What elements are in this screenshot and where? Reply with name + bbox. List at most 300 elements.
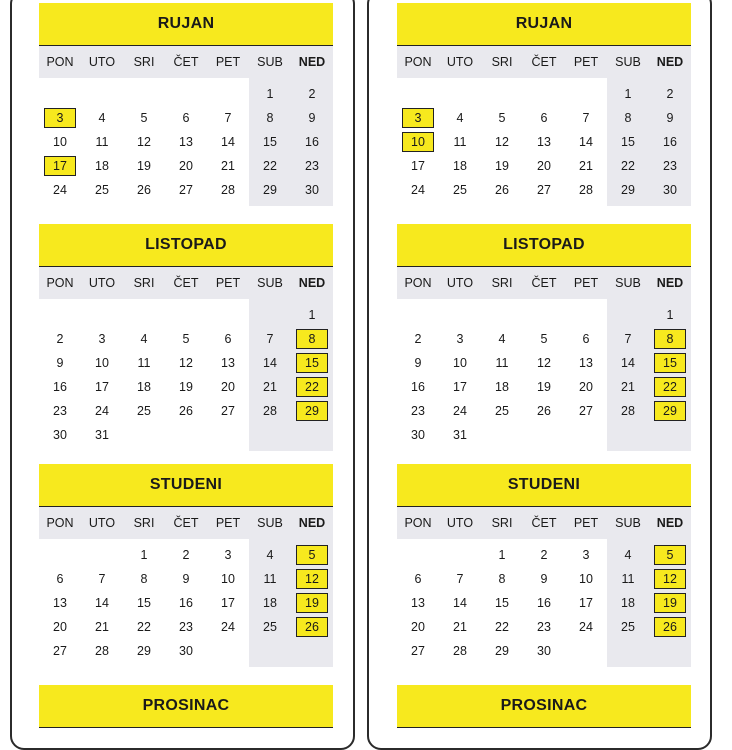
- day-cell[interactable]: [123, 375, 165, 399]
- day-cell[interactable]: [481, 567, 523, 591]
- day-cell[interactable]: [607, 106, 649, 130]
- day-number: 10: [53, 135, 67, 149]
- day-number: 4: [624, 548, 632, 562]
- day-cell[interactable]: [291, 615, 333, 639]
- day-cell[interactable]: [439, 106, 481, 130]
- day-cell[interactable]: [397, 327, 439, 351]
- day-cell[interactable]: [523, 375, 565, 399]
- day-cell[interactable]: [565, 327, 607, 351]
- day-cell[interactable]: [291, 375, 333, 399]
- day-cell[interactable]: [249, 567, 291, 591]
- day-cell[interactable]: [607, 82, 649, 106]
- day-number: 28: [621, 404, 635, 418]
- day-cell[interactable]: [481, 375, 523, 399]
- day-number: 26: [305, 620, 319, 634]
- weekday-label: ČET: [173, 276, 199, 290]
- day-number: 3: [56, 111, 64, 125]
- day-cell[interactable]: [207, 615, 249, 639]
- day-number: 4: [498, 332, 506, 346]
- day-cell[interactable]: [123, 615, 165, 639]
- day-number: 23: [663, 159, 677, 173]
- day-cell[interactable]: [291, 543, 333, 567]
- day-cell[interactable]: [523, 639, 565, 663]
- day-number: 25: [453, 183, 467, 197]
- day-cell[interactable]: [481, 130, 523, 154]
- day-cell[interactable]: [81, 106, 123, 130]
- day-cell[interactable]: [481, 615, 523, 639]
- day-number: 24: [453, 404, 467, 418]
- day-cell[interactable]: [123, 639, 165, 663]
- day-cell[interactable]: [39, 423, 81, 447]
- day-number: 1: [498, 548, 506, 562]
- day-number: 17: [411, 159, 425, 173]
- day-cell[interactable]: [523, 327, 565, 351]
- day-cell[interactable]: [397, 130, 439, 154]
- day-cell[interactable]: [397, 351, 439, 375]
- day-cell[interactable]: [249, 130, 291, 154]
- month-block: [397, 3, 691, 206]
- day-cell[interactable]: [249, 178, 291, 202]
- day-cell[interactable]: [565, 375, 607, 399]
- day-number: 7: [266, 332, 274, 346]
- day-number: 23: [53, 404, 67, 418]
- day-cell[interactable]: [607, 375, 649, 399]
- day-number: 29: [621, 183, 635, 197]
- day-number: 30: [53, 428, 67, 442]
- day-cell[interactable]: [165, 130, 207, 154]
- day-cell[interactable]: [207, 327, 249, 351]
- day-number: 26: [179, 404, 193, 418]
- day-number: 25: [137, 404, 151, 418]
- weekday-label: NED: [656, 55, 684, 69]
- weekday-label: PON: [46, 55, 74, 69]
- weekday-label: NED: [298, 276, 326, 290]
- day-cell[interactable]: [165, 154, 207, 178]
- day-cell[interactable]: [439, 375, 481, 399]
- day-cell[interactable]: [481, 639, 523, 663]
- day-cell[interactable]: [397, 615, 439, 639]
- day-cell[interactable]: [649, 130, 691, 154]
- day-cell[interactable]: [249, 591, 291, 615]
- weekday-label: PON: [46, 276, 74, 290]
- day-cell[interactable]: [439, 351, 481, 375]
- day-cell[interactable]: [165, 543, 207, 567]
- day-cell[interactable]: [481, 399, 523, 423]
- day-cell[interactable]: [397, 154, 439, 178]
- day-number: 6: [224, 332, 232, 346]
- day-number: 22: [305, 380, 319, 394]
- day-number: 14: [221, 135, 235, 149]
- day-cell[interactable]: [649, 399, 691, 423]
- month-title: PROSINAC: [39, 685, 333, 728]
- day-number: 28: [263, 404, 277, 418]
- day-cell[interactable]: [81, 178, 123, 202]
- day-cell[interactable]: [165, 106, 207, 130]
- day-number: 9: [540, 572, 548, 586]
- day-number: 11: [263, 572, 277, 586]
- day-cell[interactable]: [123, 130, 165, 154]
- day-number: 13: [411, 596, 425, 610]
- day-number: 12: [179, 356, 193, 370]
- day-cell[interactable]: [39, 351, 81, 375]
- weekday-label: ČET: [173, 516, 199, 530]
- day-number: 2: [308, 87, 316, 101]
- day-cell[interactable]: [39, 130, 81, 154]
- day-cell[interactable]: [81, 130, 123, 154]
- day-cell[interactable]: [123, 591, 165, 615]
- day-cell[interactable]: [439, 567, 481, 591]
- day-cell[interactable]: [123, 351, 165, 375]
- day-cell[interactable]: [607, 567, 649, 591]
- day-cell[interactable]: [291, 327, 333, 351]
- day-number: 12: [663, 572, 677, 586]
- day-cell[interactable]: [291, 351, 333, 375]
- day-number: 15: [663, 356, 677, 370]
- day-cell[interactable]: [165, 639, 207, 663]
- day-cell[interactable]: [649, 543, 691, 567]
- day-cell[interactable]: [649, 106, 691, 130]
- day-cell[interactable]: [291, 303, 333, 327]
- day-cell[interactable]: [439, 591, 481, 615]
- day-number: 6: [414, 572, 422, 586]
- day-cell[interactable]: [439, 130, 481, 154]
- day-cell[interactable]: [523, 106, 565, 130]
- day-number: 6: [582, 332, 590, 346]
- day-number: 16: [663, 135, 677, 149]
- weekday-label: SUB: [257, 276, 283, 290]
- day-cell[interactable]: [397, 591, 439, 615]
- day-cell[interactable]: [165, 615, 207, 639]
- day-cell[interactable]: [39, 639, 81, 663]
- day-cell[interactable]: [207, 130, 249, 154]
- day-cell[interactable]: [81, 154, 123, 178]
- day-cell[interactable]: [481, 351, 523, 375]
- day-cell[interactable]: [123, 154, 165, 178]
- day-cell[interactable]: [649, 154, 691, 178]
- month-block: [39, 685, 333, 728]
- day-cell[interactable]: [481, 591, 523, 615]
- day-number: 3: [582, 548, 590, 562]
- day-cell[interactable]: [123, 543, 165, 567]
- day-cell[interactable]: [649, 327, 691, 351]
- day-cell[interactable]: [649, 303, 691, 327]
- day-cell[interactable]: [481, 178, 523, 202]
- day-cell[interactable]: [565, 178, 607, 202]
- weekday-label: ČET: [531, 516, 557, 530]
- day-cell[interactable]: [397, 399, 439, 423]
- day-cell[interactable]: [607, 178, 649, 202]
- day-number: 14: [621, 356, 635, 370]
- day-cell[interactable]: [397, 106, 439, 130]
- day-number: 21: [621, 380, 635, 394]
- day-number: 10: [411, 135, 425, 149]
- day-cell[interactable]: [249, 399, 291, 423]
- day-cell[interactable]: [123, 106, 165, 130]
- weekday-label: SRI: [491, 55, 513, 69]
- day-cell[interactable]: [291, 567, 333, 591]
- day-cell[interactable]: [291, 82, 333, 106]
- day-number: 16: [411, 380, 425, 394]
- day-cell[interactable]: [565, 567, 607, 591]
- day-cell[interactable]: [165, 351, 207, 375]
- day-cell[interactable]: [81, 399, 123, 423]
- day-cell[interactable]: [649, 178, 691, 202]
- day-cell[interactable]: [649, 351, 691, 375]
- weekday-label: SUB: [615, 276, 641, 290]
- day-cell[interactable]: [649, 615, 691, 639]
- day-cell[interactable]: [249, 543, 291, 567]
- day-number: 11: [453, 135, 467, 149]
- day-number: 30: [537, 644, 551, 658]
- day-cell[interactable]: [291, 178, 333, 202]
- day-number: 20: [53, 620, 67, 634]
- weekday-label: PON: [404, 55, 432, 69]
- day-cell[interactable]: [165, 178, 207, 202]
- day-cell[interactable]: [81, 591, 123, 615]
- day-number: 1: [624, 87, 632, 101]
- day-cell[interactable]: [607, 154, 649, 178]
- day-cell[interactable]: [81, 327, 123, 351]
- day-cell[interactable]: [165, 375, 207, 399]
- day-cell[interactable]: [207, 591, 249, 615]
- day-cell[interactable]: [123, 567, 165, 591]
- day-cell[interactable]: [397, 639, 439, 663]
- day-cell[interactable]: [523, 399, 565, 423]
- day-cell[interactable]: [565, 106, 607, 130]
- day-cell[interactable]: [249, 327, 291, 351]
- day-cell[interactable]: [291, 106, 333, 130]
- day-number: 30: [179, 644, 193, 658]
- day-number: 23: [179, 620, 193, 634]
- day-cell[interactable]: [81, 639, 123, 663]
- day-cell[interactable]: [207, 351, 249, 375]
- day-cell[interactable]: [39, 567, 81, 591]
- weekday-label: UTO: [88, 516, 116, 530]
- day-cell[interactable]: [81, 375, 123, 399]
- day-number: 3: [414, 111, 422, 125]
- day-cell[interactable]: [39, 375, 81, 399]
- day-number: 8: [308, 332, 316, 346]
- day-cell[interactable]: [607, 327, 649, 351]
- day-number: 3: [224, 548, 232, 562]
- day-cell[interactable]: [249, 82, 291, 106]
- day-cell[interactable]: [165, 399, 207, 423]
- day-number: 28: [579, 183, 593, 197]
- day-number: 10: [453, 356, 467, 370]
- month-title: PROSINAC: [397, 685, 691, 728]
- month-title: LISTOPAD: [397, 224, 691, 267]
- weekday-label: SUB: [257, 55, 283, 69]
- day-cell[interactable]: [39, 106, 81, 130]
- day-cell[interactable]: [39, 591, 81, 615]
- day-number: 18: [137, 380, 151, 394]
- day-cell[interactable]: [481, 154, 523, 178]
- day-cell[interactable]: [523, 154, 565, 178]
- day-number: 14: [579, 135, 593, 149]
- day-number: 7: [98, 572, 106, 586]
- day-cell[interactable]: [207, 399, 249, 423]
- day-cell[interactable]: [81, 351, 123, 375]
- day-cell[interactable]: [607, 591, 649, 615]
- day-cell[interactable]: [439, 399, 481, 423]
- day-number: 23: [411, 404, 425, 418]
- day-cell[interactable]: [207, 543, 249, 567]
- day-cell[interactable]: [207, 106, 249, 130]
- weekday-label: SUB: [257, 516, 283, 530]
- day-cell[interactable]: [249, 375, 291, 399]
- day-cell[interactable]: [439, 639, 481, 663]
- day-cell[interactable]: [123, 399, 165, 423]
- day-cell[interactable]: [439, 615, 481, 639]
- day-number: 24: [95, 404, 109, 418]
- day-grid: [397, 539, 691, 667]
- day-cell[interactable]: [123, 178, 165, 202]
- day-cell[interactable]: [481, 106, 523, 130]
- day-cell[interactable]: [291, 154, 333, 178]
- month-block: [397, 224, 691, 451]
- day-cell[interactable]: [81, 615, 123, 639]
- day-number: 23: [305, 159, 319, 173]
- day-number: 9: [182, 572, 190, 586]
- day-number: 19: [663, 596, 677, 610]
- day-cell[interactable]: [207, 375, 249, 399]
- day-cell[interactable]: [481, 543, 523, 567]
- day-number: 16: [53, 380, 67, 394]
- day-cell[interactable]: [39, 178, 81, 202]
- day-cell[interactable]: [39, 154, 81, 178]
- day-cell[interactable]: [397, 423, 439, 447]
- day-number: 30: [305, 183, 319, 197]
- weekday-label: SUB: [615, 55, 641, 69]
- day-cell[interactable]: [291, 130, 333, 154]
- day-cell[interactable]: [249, 154, 291, 178]
- day-cell[interactable]: [649, 591, 691, 615]
- day-cell[interactable]: [39, 327, 81, 351]
- day-cell[interactable]: [565, 399, 607, 423]
- day-cell[interactable]: [165, 567, 207, 591]
- day-cell[interactable]: [439, 178, 481, 202]
- weekday-label: PET: [215, 516, 241, 530]
- day-number: 19: [537, 380, 551, 394]
- day-number: 2: [540, 548, 548, 562]
- day-cell[interactable]: [607, 399, 649, 423]
- weekday-label: NED: [656, 516, 684, 530]
- day-cell[interactable]: [565, 543, 607, 567]
- day-cell[interactable]: [207, 567, 249, 591]
- day-cell[interactable]: [523, 615, 565, 639]
- day-number: 28: [221, 183, 235, 197]
- day-cell[interactable]: [39, 615, 81, 639]
- day-cell[interactable]: [565, 615, 607, 639]
- day-cell[interactable]: [523, 567, 565, 591]
- day-number: 15: [137, 596, 151, 610]
- day-number: 18: [621, 596, 635, 610]
- day-number: 30: [411, 428, 425, 442]
- day-cell[interactable]: [565, 351, 607, 375]
- day-number: 17: [95, 380, 109, 394]
- day-cell[interactable]: [607, 130, 649, 154]
- weekday-label: SRI: [133, 276, 155, 290]
- day-number: 26: [495, 183, 509, 197]
- day-cell[interactable]: [249, 351, 291, 375]
- day-cell[interactable]: [565, 591, 607, 615]
- day-number: 27: [411, 644, 425, 658]
- day-number: 25: [95, 183, 109, 197]
- day-grid: [397, 78, 691, 206]
- day-cell[interactable]: [607, 351, 649, 375]
- weekday-label: PET: [573, 276, 599, 290]
- weekday-label: UTO: [88, 55, 116, 69]
- day-number: 7: [582, 111, 590, 125]
- day-cell[interactable]: [523, 591, 565, 615]
- day-cell[interactable]: [81, 423, 123, 447]
- day-cell[interactable]: [565, 130, 607, 154]
- day-grid: [39, 78, 333, 206]
- day-cell[interactable]: [291, 591, 333, 615]
- day-cell[interactable]: [81, 567, 123, 591]
- day-number: 29: [305, 404, 319, 418]
- day-cell[interactable]: [439, 154, 481, 178]
- day-number: 22: [263, 159, 277, 173]
- day-cell[interactable]: [649, 375, 691, 399]
- day-cell[interactable]: [207, 178, 249, 202]
- day-number: 24: [411, 183, 425, 197]
- day-cell[interactable]: [523, 543, 565, 567]
- day-cell[interactable]: [523, 178, 565, 202]
- day-number: 13: [579, 356, 593, 370]
- day-number: 4: [140, 332, 148, 346]
- day-cell[interactable]: [481, 327, 523, 351]
- day-number: 3: [98, 332, 106, 346]
- month-block: [39, 224, 333, 451]
- day-cell[interactable]: [249, 106, 291, 130]
- day-cell[interactable]: [523, 351, 565, 375]
- month-title: STUDENI: [39, 464, 333, 507]
- day-cell[interactable]: [439, 423, 481, 447]
- day-cell[interactable]: [607, 543, 649, 567]
- day-cell[interactable]: [165, 327, 207, 351]
- day-cell[interactable]: [207, 154, 249, 178]
- day-cell[interactable]: [291, 399, 333, 423]
- day-cell[interactable]: [123, 327, 165, 351]
- day-cell[interactable]: [607, 615, 649, 639]
- day-number: 11: [621, 572, 635, 586]
- day-number: 18: [263, 596, 277, 610]
- day-number: 21: [453, 620, 467, 634]
- day-cell[interactable]: [397, 567, 439, 591]
- day-cell[interactable]: [39, 399, 81, 423]
- day-cell[interactable]: [397, 375, 439, 399]
- day-cell[interactable]: [165, 591, 207, 615]
- day-number: 9: [414, 356, 422, 370]
- day-number: 31: [95, 428, 109, 442]
- day-cell[interactable]: [439, 327, 481, 351]
- day-number: 10: [221, 572, 235, 586]
- day-cell[interactable]: [249, 615, 291, 639]
- day-cell[interactable]: [397, 178, 439, 202]
- day-number: 19: [179, 380, 193, 394]
- day-number: 26: [137, 183, 151, 197]
- day-number: 25: [495, 404, 509, 418]
- day-number: 22: [495, 620, 509, 634]
- day-number: 15: [263, 135, 277, 149]
- day-cell[interactable]: [523, 130, 565, 154]
- day-number: 13: [179, 135, 193, 149]
- day-number: 12: [305, 572, 319, 586]
- day-cell[interactable]: [649, 567, 691, 591]
- day-cell[interactable]: [565, 154, 607, 178]
- day-cell[interactable]: [649, 82, 691, 106]
